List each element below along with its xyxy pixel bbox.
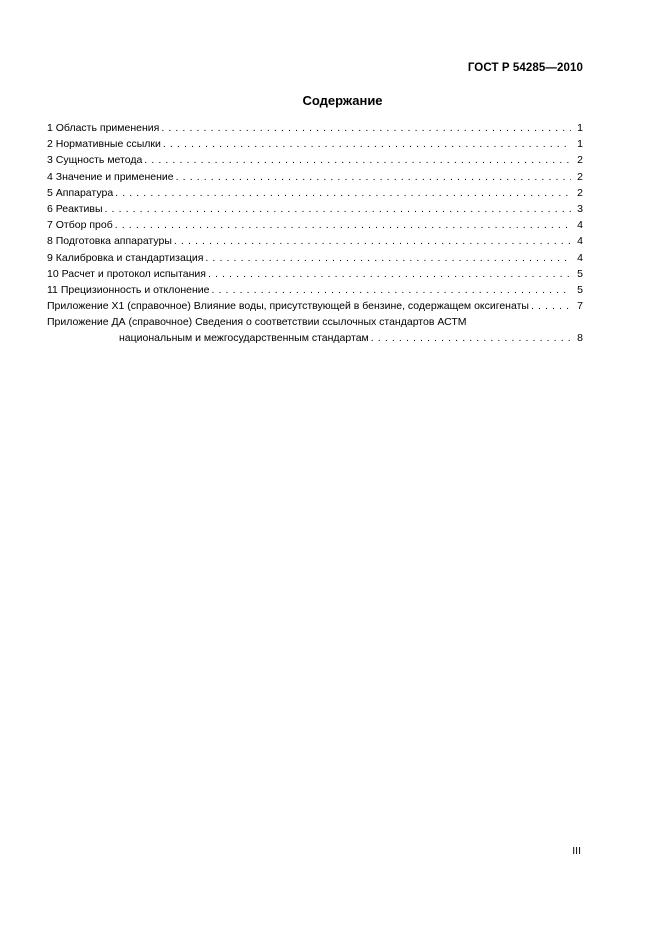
toc-leader-dots [531,298,571,314]
toc-leader-dots [163,136,571,152]
toc-title: Содержание [302,93,383,108]
toc-entry[interactable] [47,282,583,298]
toc-entry-label: 8 Подготовка аппаратуры [47,235,172,248]
toc-entry-page: 2 [577,170,583,183]
toc-entry[interactable] [47,233,583,249]
toc-entry[interactable] [47,136,583,152]
toc-entry-label: 1 Область применения [47,122,160,134]
toc-entry[interactable] [47,330,583,346]
toc-entry[interactable] [47,120,583,136]
toc-entry-page: 1 [577,122,583,134]
toc-entry[interactable] [47,266,583,282]
toc-entry-label: Приложение Х1 (справочное) Влияние воды, присутствующей в бензине, содержащем оксигенаты [47,300,529,313]
toc-entry-label: 2 Нормативные ссылки [47,138,161,151]
toc-leader-dots [176,169,571,185]
toc-entry-page: 2 [577,154,583,167]
toc-leader-dots [115,185,571,201]
toc-entry-label: 6 Реактивы [47,202,103,215]
toc-entry[interactable] [47,169,583,185]
toc-entry-label: 7 Отбор проб [47,219,113,232]
toc-entry-page: 2 [577,186,583,199]
toc-entry-page: 3 [577,202,583,215]
toc-entry-page: 8 [577,332,583,345]
toc-leader-dots [208,266,571,282]
toc-entry-page: 1 [577,138,583,151]
toc-leader-dots [371,330,571,346]
toc-entry-label-continuation: национальным и межгосударственным стандартам [119,332,369,345]
toc-entry-page: 5 [577,283,583,296]
toc-entry-label: 9 Калибровка и стандартизация [47,251,204,264]
toc-leader-dots [205,250,571,266]
toc-entry[interactable] [47,185,583,201]
document-code: ГОСТ Р 54285—2010 [467,62,583,74]
toc-entry-page: 7 [577,300,583,313]
toc-entry[interactable] [47,250,583,266]
toc-entry-label: 3 Сущность метода [47,154,143,167]
toc-leader-dots [144,152,571,168]
table-of-contents [47,120,583,347]
toc-entry-label: 10 Расчет и протокол испытания [47,267,206,280]
toc-entry[interactable] [47,298,583,314]
toc-entry-page: 5 [577,267,583,280]
toc-entry-page: 4 [577,219,583,232]
toc-entry-label: 5 Аппаратура [47,186,114,199]
toc-entry-label: Приложение ДА (справочное) Сведения о соответствии ссылочных стандартов АСТМ [47,316,467,329]
toc-leader-dots [174,233,571,249]
toc-leader-dots [161,120,571,136]
toc-leader-dots [115,217,571,233]
toc-entry[interactable] [47,217,583,233]
toc-entry-label: 11 Прецизионность и отклонение [47,283,210,296]
toc-entry-page: 4 [577,235,583,248]
toc-entry-page: 4 [577,251,583,264]
page-number: III [572,845,581,857]
toc-entry[interactable] [47,152,583,168]
toc-entry[interactable] [47,201,583,217]
toc-leader-dots [211,282,571,298]
toc-entry-heading[interactable] [47,314,583,330]
toc-entry-label: 4 Значение и применение [47,170,174,183]
toc-leader-dots [105,201,572,217]
